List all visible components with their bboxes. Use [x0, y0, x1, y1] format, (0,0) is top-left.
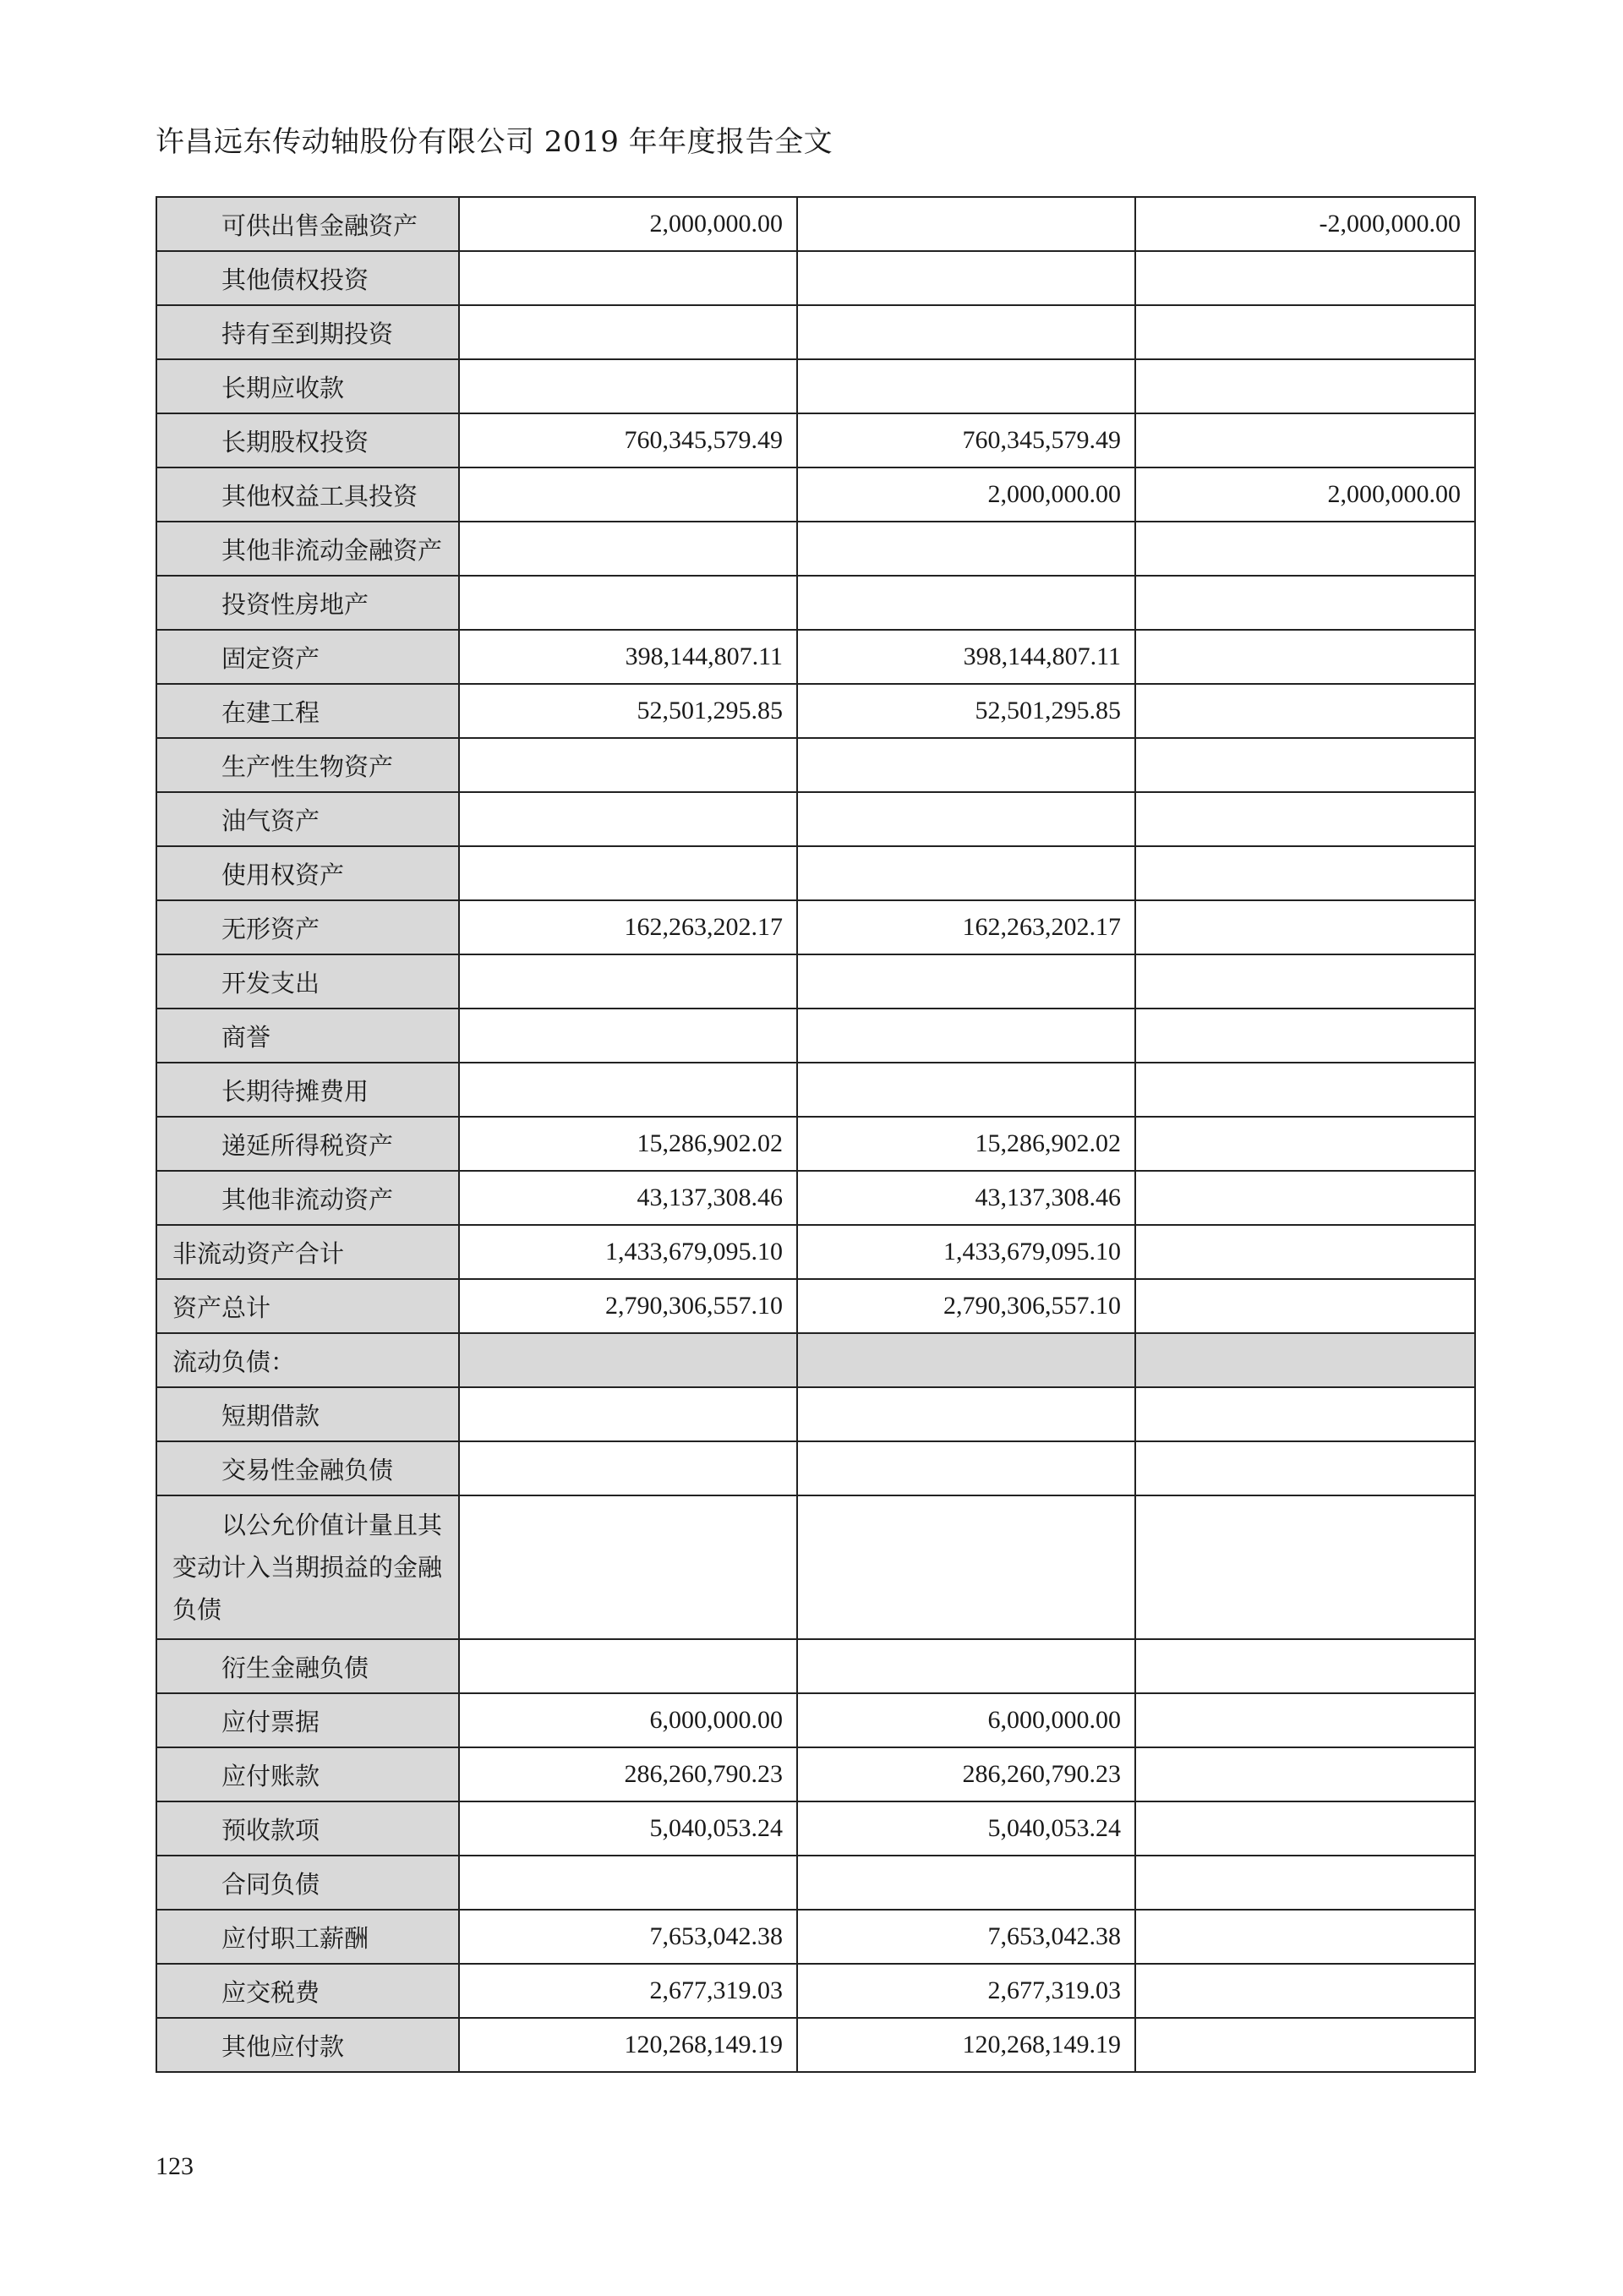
- table-row: [156, 1910, 1475, 1964]
- table-row: [156, 576, 1475, 630]
- value-cell-col3: [1135, 1910, 1475, 1964]
- row-label: 其他非流动金融资产: [156, 522, 459, 576]
- row-label: 在建工程: [156, 684, 459, 738]
- row-label: 固定资产: [156, 630, 459, 684]
- value-cell-col1: [459, 1009, 797, 1063]
- table-row: [156, 846, 1475, 900]
- value-cell-col2: [797, 1009, 1135, 1063]
- row-label: 可供出售金融资产: [156, 197, 459, 251]
- row-label: 使用权资产: [156, 846, 459, 900]
- value-cell-col3: [1135, 576, 1475, 630]
- table-row: [156, 1747, 1475, 1801]
- value-cell-col2: 760,345,579.49: [797, 413, 1135, 467]
- value-cell-col3: [1135, 630, 1475, 684]
- table-row: [156, 792, 1475, 846]
- row-label: 商誉: [156, 1009, 459, 1063]
- value-cell-col1: 43,137,308.46: [459, 1171, 797, 1225]
- table-row: [156, 197, 1475, 251]
- value-cell-col1: 162,263,202.17: [459, 900, 797, 954]
- value-cell-col2: 2,677,319.03: [797, 1964, 1135, 2018]
- value-cell-col1: 760,345,579.49: [459, 413, 797, 467]
- value-cell-col1: 2,790,306,557.10: [459, 1279, 797, 1333]
- table-row: [156, 1387, 1475, 1441]
- table-row: [156, 954, 1475, 1009]
- value-cell-col3: [1135, 954, 1475, 1009]
- table-row: [156, 1693, 1475, 1747]
- value-cell-col1: 7,653,042.38: [459, 1910, 797, 1964]
- row-label: 开发支出: [156, 954, 459, 1009]
- table-row: [156, 630, 1475, 684]
- value-cell-col2: [797, 738, 1135, 792]
- row-label: 其他债权投资: [156, 251, 459, 305]
- row-label: 流动负债：: [156, 1333, 459, 1387]
- balance-sheet-table: [156, 196, 1476, 2073]
- row-label: 应付票据: [156, 1693, 459, 1747]
- row-label: 持有至到期投资: [156, 305, 459, 359]
- page-number: 123: [156, 2152, 194, 2180]
- value-cell-col1: 5,040,053.24: [459, 1801, 797, 1856]
- value-cell-col3: [1135, 251, 1475, 305]
- value-cell-col3: [1135, 684, 1475, 738]
- table-row: [156, 1117, 1475, 1171]
- value-cell-col3: [1135, 305, 1475, 359]
- table-row: [156, 1063, 1475, 1117]
- value-cell-col2: 1,433,679,095.10: [797, 1225, 1135, 1279]
- value-cell-col2: [797, 1387, 1135, 1441]
- value-cell-col1: [459, 1495, 797, 1639]
- balance-sheet-body: [156, 197, 1475, 2072]
- table-row: [156, 305, 1475, 359]
- value-cell-col3: [1135, 1063, 1475, 1117]
- value-cell-col1: 15,286,902.02: [459, 1117, 797, 1171]
- value-cell-col2: [797, 1063, 1135, 1117]
- value-cell-col1: [459, 954, 797, 1009]
- row-label: 长期应收款: [156, 359, 459, 413]
- row-label: 生产性生物资产: [156, 738, 459, 792]
- table-row: [156, 1495, 1475, 1639]
- row-label: 应交税费: [156, 1964, 459, 2018]
- value-cell-col1: [459, 1441, 797, 1495]
- value-cell-col3: [1135, 846, 1475, 900]
- value-cell-col2: 2,790,306,557.10: [797, 1279, 1135, 1333]
- table-row: [156, 1964, 1475, 2018]
- row-label: 以公允价值计量且其变动计入当期损益的金融负债: [156, 1495, 459, 1639]
- value-cell-col1: [459, 1333, 797, 1387]
- value-cell-col2: 7,653,042.38: [797, 1910, 1135, 1964]
- row-label: 预收款项: [156, 1801, 459, 1856]
- value-cell-col3: [1135, 1009, 1475, 1063]
- row-label: 长期待摊费用: [156, 1063, 459, 1117]
- value-cell-col2: [797, 305, 1135, 359]
- value-cell-col1: 2,000,000.00: [459, 197, 797, 251]
- value-cell-col3: [1135, 792, 1475, 846]
- value-cell-col2: [797, 1639, 1135, 1693]
- value-cell-col2: [797, 251, 1135, 305]
- table-row: [156, 684, 1475, 738]
- table-row: [156, 1801, 1475, 1856]
- table-row: [156, 359, 1475, 413]
- value-cell-col1: 2,677,319.03: [459, 1964, 797, 2018]
- value-cell-col3: [1135, 1495, 1475, 1639]
- value-cell-col1: 52,501,295.85: [459, 684, 797, 738]
- value-cell-col1: 398,144,807.11: [459, 630, 797, 684]
- row-label: 应付职工薪酬: [156, 1910, 459, 1964]
- table-row: [156, 900, 1475, 954]
- table-row: [156, 1856, 1475, 1910]
- value-cell-col2: [797, 576, 1135, 630]
- value-cell-col2: 286,260,790.23: [797, 1747, 1135, 1801]
- value-cell-col2: 398,144,807.11: [797, 630, 1135, 684]
- table-row: [156, 413, 1475, 467]
- value-cell-col1: 286,260,790.23: [459, 1747, 797, 1801]
- value-cell-col1: [459, 359, 797, 413]
- row-label: 投资性房地产: [156, 576, 459, 630]
- value-cell-col2: [797, 792, 1135, 846]
- value-cell-col2: [797, 846, 1135, 900]
- value-cell-col3: [1135, 900, 1475, 954]
- document-header-title: 许昌远东传动轴股份有限公司 2019 年年度报告全文: [156, 125, 833, 159]
- value-cell-col3: [1135, 1747, 1475, 1801]
- table-row: [156, 522, 1475, 576]
- value-cell-col2: 2,000,000.00: [797, 467, 1135, 522]
- value-cell-col1: 6,000,000.00: [459, 1693, 797, 1747]
- row-label: 其他非流动资产: [156, 1171, 459, 1225]
- value-cell-col2: [797, 359, 1135, 413]
- value-cell-col3: [1135, 1279, 1475, 1333]
- value-cell-col2: 43,137,308.46: [797, 1171, 1135, 1225]
- value-cell-col2: [797, 1856, 1135, 1910]
- row-label: 无形资产: [156, 900, 459, 954]
- value-cell-col1: 120,268,149.19: [459, 2018, 797, 2072]
- value-cell-col1: [459, 738, 797, 792]
- value-cell-col3: [1135, 1639, 1475, 1693]
- value-cell-col1: 1,433,679,095.10: [459, 1225, 797, 1279]
- value-cell-col3: [1135, 1225, 1475, 1279]
- value-cell-col2: [797, 522, 1135, 576]
- value-cell-col2: [797, 1441, 1135, 1495]
- value-cell-col2: 15,286,902.02: [797, 1117, 1135, 1171]
- value-cell-col1: [459, 1063, 797, 1117]
- row-label: 交易性金融负债: [156, 1441, 459, 1495]
- table-row: [156, 1171, 1475, 1225]
- value-cell-col1: [459, 251, 797, 305]
- value-cell-col3: [1135, 1693, 1475, 1747]
- row-label: 短期借款: [156, 1387, 459, 1441]
- value-cell-col3: [1135, 2018, 1475, 2072]
- value-cell-col1: [459, 576, 797, 630]
- value-cell-col1: [459, 1856, 797, 1910]
- value-cell-col3: 2,000,000.00: [1135, 467, 1475, 522]
- table-row: [156, 2018, 1475, 2072]
- value-cell-col1: [459, 792, 797, 846]
- table-row: [156, 1333, 1475, 1387]
- table-row: [156, 1441, 1475, 1495]
- value-cell-col2: 120,268,149.19: [797, 2018, 1135, 2072]
- value-cell-col2: [797, 954, 1135, 1009]
- value-cell-col3: [1135, 1801, 1475, 1856]
- table-row: [156, 251, 1475, 305]
- value-cell-col2: [797, 1495, 1135, 1639]
- table-row: [156, 1639, 1475, 1693]
- value-cell-col3: [1135, 1964, 1475, 2018]
- value-cell-col1: [459, 305, 797, 359]
- value-cell-col2: 162,263,202.17: [797, 900, 1135, 954]
- value-cell-col2: [797, 197, 1135, 251]
- value-cell-col3: [1135, 738, 1475, 792]
- value-cell-col1: [459, 846, 797, 900]
- value-cell-col3: [1135, 1856, 1475, 1910]
- value-cell-col1: [459, 467, 797, 522]
- row-label: 衍生金融负债: [156, 1639, 459, 1693]
- table-row: [156, 467, 1475, 522]
- value-cell-col3: [1135, 1333, 1475, 1387]
- value-cell-col3: [1135, 1171, 1475, 1225]
- row-label: 资产总计: [156, 1279, 459, 1333]
- value-cell-col3: [1135, 359, 1475, 413]
- row-label: 合同负债: [156, 1856, 459, 1910]
- value-cell-col3: [1135, 1387, 1475, 1441]
- row-label: 油气资产: [156, 792, 459, 846]
- value-cell-col3: [1135, 522, 1475, 576]
- row-label: 递延所得税资产: [156, 1117, 459, 1171]
- value-cell-col1: [459, 522, 797, 576]
- value-cell-col2: 52,501,295.85: [797, 684, 1135, 738]
- table-row: [156, 1009, 1475, 1063]
- value-cell-col1: [459, 1639, 797, 1693]
- value-cell-col3: [1135, 1441, 1475, 1495]
- row-label: 非流动资产合计: [156, 1225, 459, 1279]
- table-row: [156, 1225, 1475, 1279]
- value-cell-col3: -2,000,000.00: [1135, 197, 1475, 251]
- row-label: 应付账款: [156, 1747, 459, 1801]
- value-cell-col2: 5,040,053.24: [797, 1801, 1135, 1856]
- table-row: [156, 1279, 1475, 1333]
- row-label: 其他应付款: [156, 2018, 459, 2072]
- value-cell-col2: [797, 1333, 1135, 1387]
- value-cell-col3: [1135, 413, 1475, 467]
- row-label: 长期股权投资: [156, 413, 459, 467]
- table-row: [156, 738, 1475, 792]
- value-cell-col3: [1135, 1117, 1475, 1171]
- value-cell-col2: 6,000,000.00: [797, 1693, 1135, 1747]
- row-label: 其他权益工具投资: [156, 467, 459, 522]
- value-cell-col1: [459, 1387, 797, 1441]
